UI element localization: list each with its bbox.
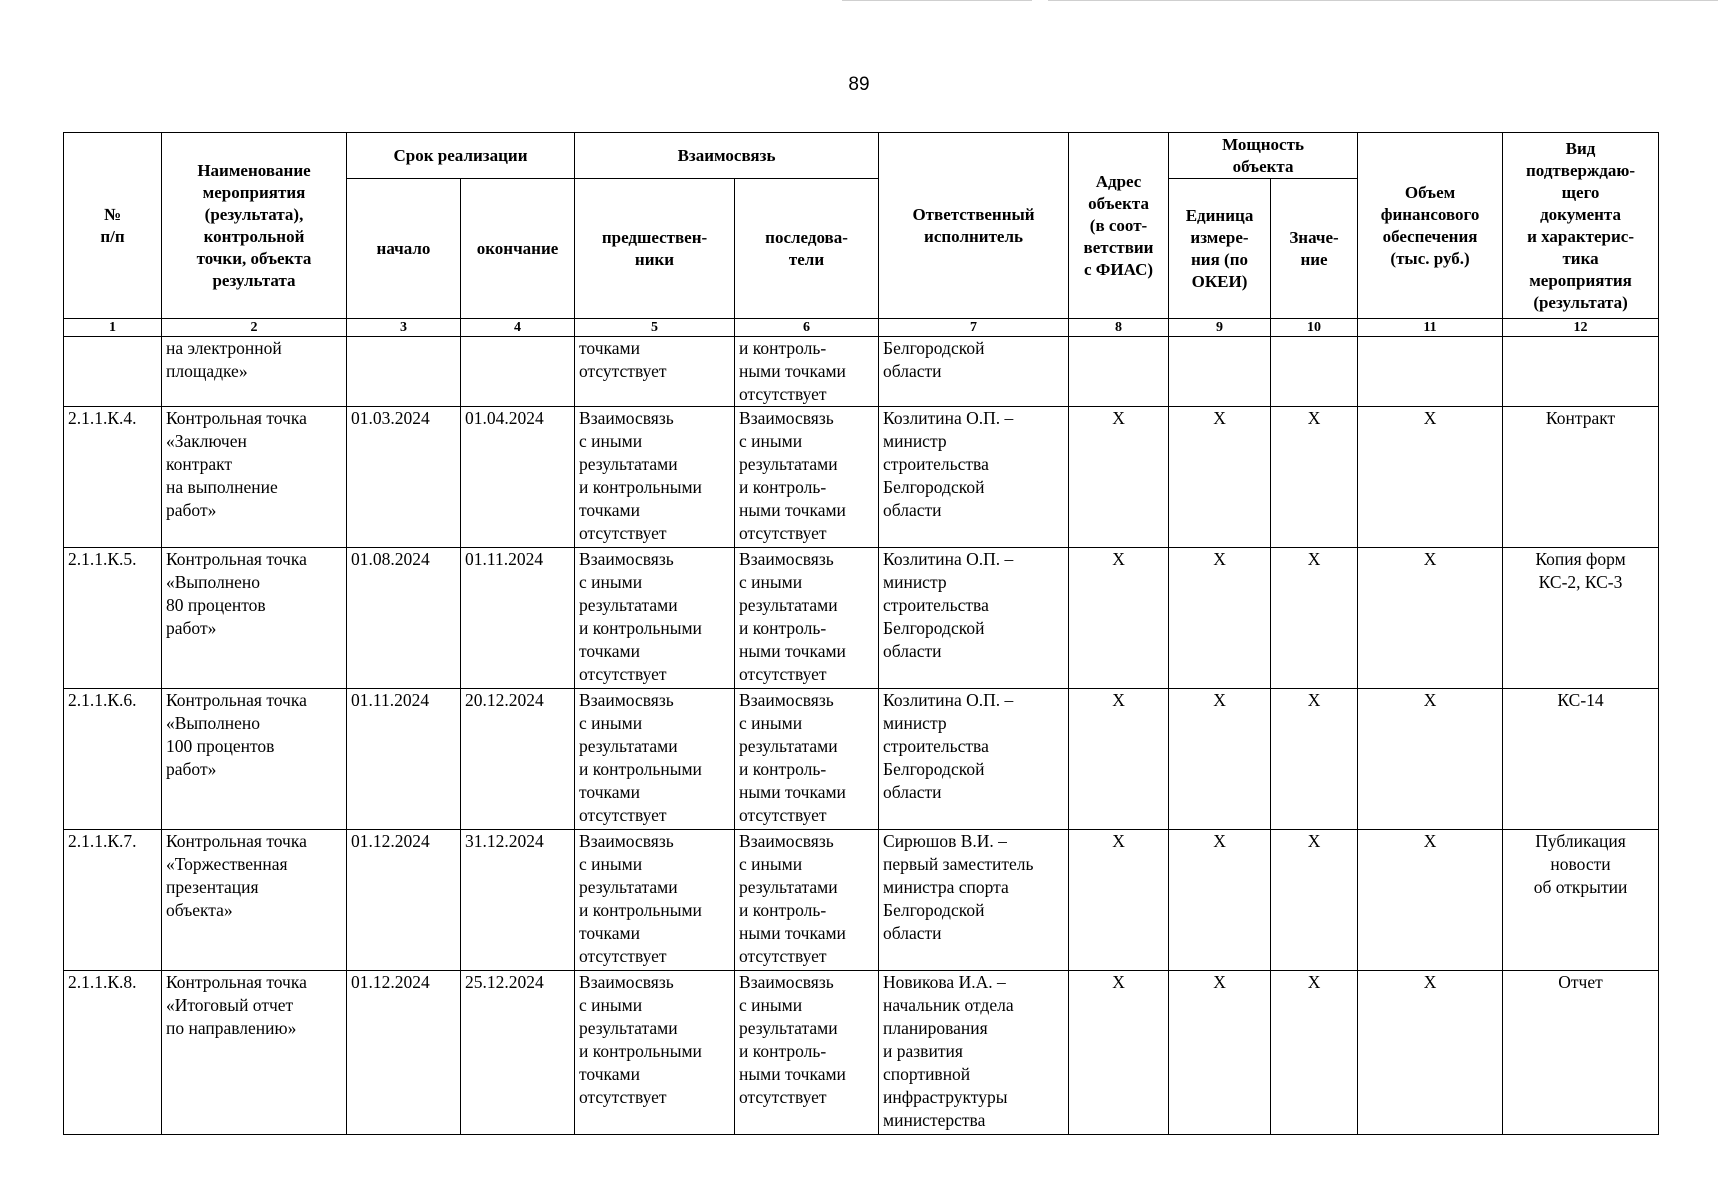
row-value: X bbox=[1271, 548, 1358, 689]
row-num bbox=[64, 337, 162, 407]
row-unit: X bbox=[1169, 689, 1271, 830]
row-value: X bbox=[1271, 971, 1358, 1135]
row-document: Публикация новости об открытии bbox=[1503, 830, 1659, 971]
column-number: 4 bbox=[461, 319, 575, 337]
header-predecessors: предшествен- ники bbox=[575, 179, 735, 319]
row-name: Контрольная точка «Заключен контракт на выполнение работ» bbox=[162, 407, 347, 548]
row-name: Контрольная точка «Выполнено 80 процентов работ» bbox=[162, 548, 347, 689]
column-number: 11 bbox=[1358, 319, 1503, 337]
row-predecessors: Взаимосвязь с иными результатами и контрольными точками отсутствует bbox=[575, 830, 735, 971]
row-finance: X bbox=[1358, 830, 1503, 971]
header-successors: последова- тели bbox=[735, 179, 879, 319]
row-address: X bbox=[1069, 689, 1169, 830]
row-document: Копия форм КС-2, КС-3 bbox=[1503, 548, 1659, 689]
column-number: 9 bbox=[1169, 319, 1271, 337]
table-row bbox=[64, 971, 1659, 1135]
row-end: 25.12.2024 bbox=[461, 971, 575, 1135]
header-responsible: Ответственный исполнитель bbox=[879, 133, 1069, 319]
header-link: Взаимосвязь bbox=[575, 133, 879, 179]
row-num: 2.1.1.К.6. bbox=[64, 689, 162, 830]
column-number: 7 bbox=[879, 319, 1069, 337]
row-address: X bbox=[1069, 407, 1169, 548]
row-num: 2.1.1.К.7. bbox=[64, 830, 162, 971]
row-end: 01.11.2024 bbox=[461, 548, 575, 689]
header-start: начало bbox=[347, 179, 461, 319]
row-address bbox=[1069, 337, 1169, 407]
row-responsible: Сирюшов В.И. – первый заместитель министра спорта Белгородской области bbox=[879, 830, 1069, 971]
row-start: 01.12.2024 bbox=[347, 971, 461, 1135]
table-row bbox=[64, 689, 1659, 830]
plan-table bbox=[63, 132, 1659, 1135]
row-predecessors: Взаимосвязь с иными результатами и контрольными точками отсутствует bbox=[575, 971, 735, 1135]
row-responsible: Белгородской области bbox=[879, 337, 1069, 407]
row-start bbox=[347, 337, 461, 407]
column-number: 5 bbox=[575, 319, 735, 337]
row-responsible: Новикова И.А. – начальник отдела планирования и развития спортивной инфраструктуры министерства bbox=[879, 971, 1069, 1135]
row-unit: X bbox=[1169, 830, 1271, 971]
row-value: X bbox=[1271, 830, 1358, 971]
row-end: 20.12.2024 bbox=[461, 689, 575, 830]
row-name: Контрольная точка «Выполнено 100 процентов работ» bbox=[162, 689, 347, 830]
column-number: 3 bbox=[347, 319, 461, 337]
table-row bbox=[64, 830, 1659, 971]
row-value: X bbox=[1271, 407, 1358, 548]
row-unit: X bbox=[1169, 971, 1271, 1135]
column-number: 12 bbox=[1503, 319, 1659, 337]
row-unit: X bbox=[1169, 407, 1271, 548]
row-successors: и контроль- ными точками отсутствует bbox=[735, 337, 879, 407]
row-name: на электронной площадке» bbox=[162, 337, 347, 407]
row-successors: Взаимосвязь с иными результатами и контроль- ными точками отсутствует bbox=[735, 830, 879, 971]
row-document: Отчет bbox=[1503, 971, 1659, 1135]
row-unit bbox=[1169, 337, 1271, 407]
scan-edge-line bbox=[842, 0, 1032, 1]
row-num: 2.1.1.К.8. bbox=[64, 971, 162, 1135]
row-responsible: Козлитина О.П. – министр строительства Белгородской области bbox=[879, 407, 1069, 548]
row-end: 31.12.2024 bbox=[461, 830, 575, 971]
column-number: 8 bbox=[1069, 319, 1169, 337]
header-num: № п/п bbox=[64, 133, 162, 319]
row-name: Контрольная точка «Итоговый отчет по направлению» bbox=[162, 971, 347, 1135]
header-value: Значе- ние bbox=[1271, 179, 1358, 319]
column-number: 2 bbox=[162, 319, 347, 337]
row-start: 01.12.2024 bbox=[347, 830, 461, 971]
table-row bbox=[64, 337, 1659, 407]
header-term: Срок реализации bbox=[347, 133, 575, 179]
column-number: 1 bbox=[64, 319, 162, 337]
row-end: 01.04.2024 bbox=[461, 407, 575, 548]
row-finance bbox=[1358, 337, 1503, 407]
row-finance: X bbox=[1358, 407, 1503, 548]
header-end: окончание bbox=[461, 179, 575, 319]
row-start: 01.08.2024 bbox=[347, 548, 461, 689]
row-document: КС-14 bbox=[1503, 689, 1659, 830]
row-name: Контрольная точка «Торжественная презентация объекта» bbox=[162, 830, 347, 971]
scan-edge-line bbox=[1048, 0, 1718, 1]
row-successors: Взаимосвязь с иными результатами и контроль- ными точками отсутствует bbox=[735, 689, 879, 830]
header-address: Адрес объекта (в соот- ветствии с ФИАС) bbox=[1069, 133, 1169, 319]
row-finance: X bbox=[1358, 548, 1503, 689]
row-address: X bbox=[1069, 830, 1169, 971]
row-end bbox=[461, 337, 575, 407]
row-unit: X bbox=[1169, 548, 1271, 689]
row-document: Контракт bbox=[1503, 407, 1659, 548]
row-document bbox=[1503, 337, 1659, 407]
row-predecessors: Взаимосвязь с иными результатами и контрольными точками отсутствует bbox=[575, 689, 735, 830]
column-number: 6 bbox=[735, 319, 879, 337]
row-address: X bbox=[1069, 971, 1169, 1135]
header-document: Вид подтверждаю- щего документа и характерис- тика мероприятия (результата) bbox=[1503, 133, 1659, 319]
row-successors: Взаимосвязь с иными результатами и контроль- ными точками отсутствует bbox=[735, 407, 879, 548]
header-row-1 bbox=[64, 133, 1659, 179]
row-finance: X bbox=[1358, 689, 1503, 830]
row-address: X bbox=[1069, 548, 1169, 689]
header-name: Наименование мероприятия (результата), контрольной точки, объекта результата bbox=[162, 133, 347, 319]
row-value: X bbox=[1271, 689, 1358, 830]
row-successors: Взаимосвязь с иными результатами и контроль- ными точками отсутствует bbox=[735, 971, 879, 1135]
row-responsible: Козлитина О.П. – министр строительства Белгородской области bbox=[879, 689, 1069, 830]
row-num: 2.1.1.К.4. bbox=[64, 407, 162, 548]
row-predecessors: Взаимосвязь с иными результатами и контрольными точками отсутствует bbox=[575, 548, 735, 689]
header-unit: Единица измере- ния (по ОКЕИ) bbox=[1169, 179, 1271, 319]
column-number-row bbox=[64, 319, 1659, 337]
header-power: Мощность объекта bbox=[1169, 133, 1358, 179]
page-number: 89 bbox=[848, 74, 870, 95]
row-start: 01.03.2024 bbox=[347, 407, 461, 548]
table-row bbox=[64, 407, 1659, 548]
row-start: 01.11.2024 bbox=[347, 689, 461, 830]
row-predecessors: Взаимосвязь с иными результатами и контрольными точками отсутствует bbox=[575, 407, 735, 548]
row-finance: X bbox=[1358, 971, 1503, 1135]
header-finance: Объем финансового обеспечения (тыс. руб.) bbox=[1358, 133, 1503, 319]
column-number: 10 bbox=[1271, 319, 1358, 337]
row-successors: Взаимосвязь с иными результатами и контроль- ными точками отсутствует bbox=[735, 548, 879, 689]
row-num: 2.1.1.К.5. bbox=[64, 548, 162, 689]
row-predecessors: точками отсутствует bbox=[575, 337, 735, 407]
row-responsible: Козлитина О.П. – министр строительства Белгородской области bbox=[879, 548, 1069, 689]
table-row bbox=[64, 548, 1659, 689]
row-value bbox=[1271, 337, 1358, 407]
